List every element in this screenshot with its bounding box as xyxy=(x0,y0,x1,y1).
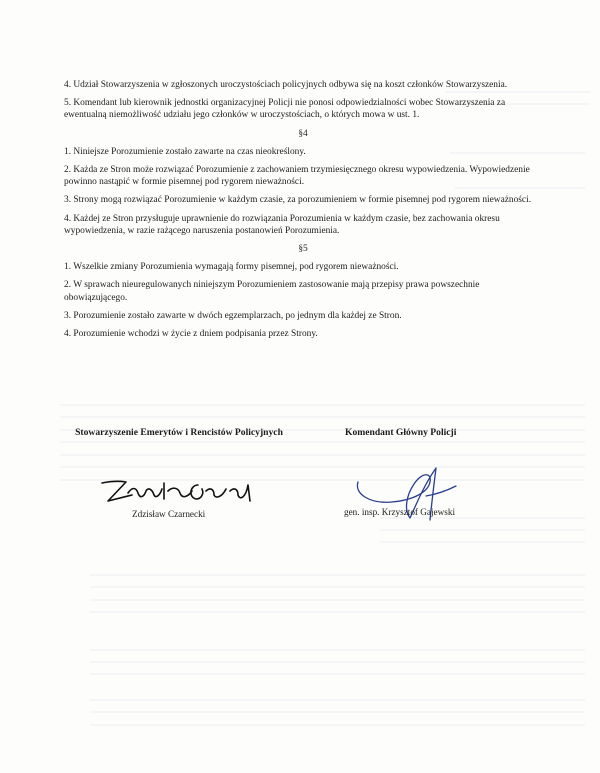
paragraph-3-5: 5. Komendant lub kierownik jednostki organizacyjnej Policji nie ponosi odpowiedzialności wobec Stowarzyszenia za ewentualną niemożliwość udziału jego członków w uroczystościach, o których mowa w ust. 1. xyxy=(64,98,506,121)
left-signatory-name: Zdzisław Czarnecki xyxy=(132,509,206,519)
paragraph-4-3: 3. Strony mogą rozwiązać Porozumienie w każdym czasie, za porozumieniem w formie pisemnej pod rygorem nieważności. xyxy=(64,195,532,206)
section-heading-4: §4 xyxy=(298,128,308,139)
paragraph-4-1: 1. Niniejsze Porozumienie zostało zawarte na czas nieokreślony. xyxy=(64,146,306,157)
paragraph-3-4: 4. Udział Stowarzyszenia w zgłoszonych uroczystościach policyjnych odbywa się na koszt członków Stowarzyszenia. xyxy=(64,80,508,90)
handwritten-signature-left xyxy=(98,475,258,509)
paragraph-5-3: 3. Porozumienie zostało zawarte w dwóch egzemplarzach, po jednym dla każdej ze Stron. xyxy=(64,310,402,321)
left-signatory-title: Stowarzyszenie Emerytów i Rencistów Policyjnych xyxy=(75,427,283,438)
paragraph-5-2: 2. W sprawach nieuregulowanych niniejszym Porozumieniem zastosowanie mają przepisy prawa powszechnie obowiązującego. xyxy=(64,280,480,303)
right-signatory-title: Komendant Główny Policji xyxy=(345,427,457,438)
section-heading-5: §5 xyxy=(298,244,308,255)
document-body xyxy=(64,79,542,346)
paragraph-5-1: 1. Wszelkie zmiany Porozumienia wymagają formy pisemnej, pod rygorem nieważności. xyxy=(64,262,399,273)
paragraph-4-4: 4. Każdej ze Stron przysługuje uprawnienie do rozwiązania Porozumienia w każdym czasie, bez zachowania okresu wypowiedzenia, w razie rażącego naruszenia postanowień Porozumienia. xyxy=(64,213,500,236)
paragraph-5-4: 4. Porozumienie wchodzi w życie z dniem podpisania przez Strony. xyxy=(64,329,318,340)
paragraph-4-2: 2. Każda ze Stron może rozwiązać Porozumienie z zachowaniem trzymiesięcznego okresu wypowiedzenia. Wypowiedzenie powinno nastąpić w formie pisemnej pod rygorem nieważności. xyxy=(64,165,530,188)
right-signatory-name: gen. insp. Krzysztof Gajewski xyxy=(344,507,455,517)
